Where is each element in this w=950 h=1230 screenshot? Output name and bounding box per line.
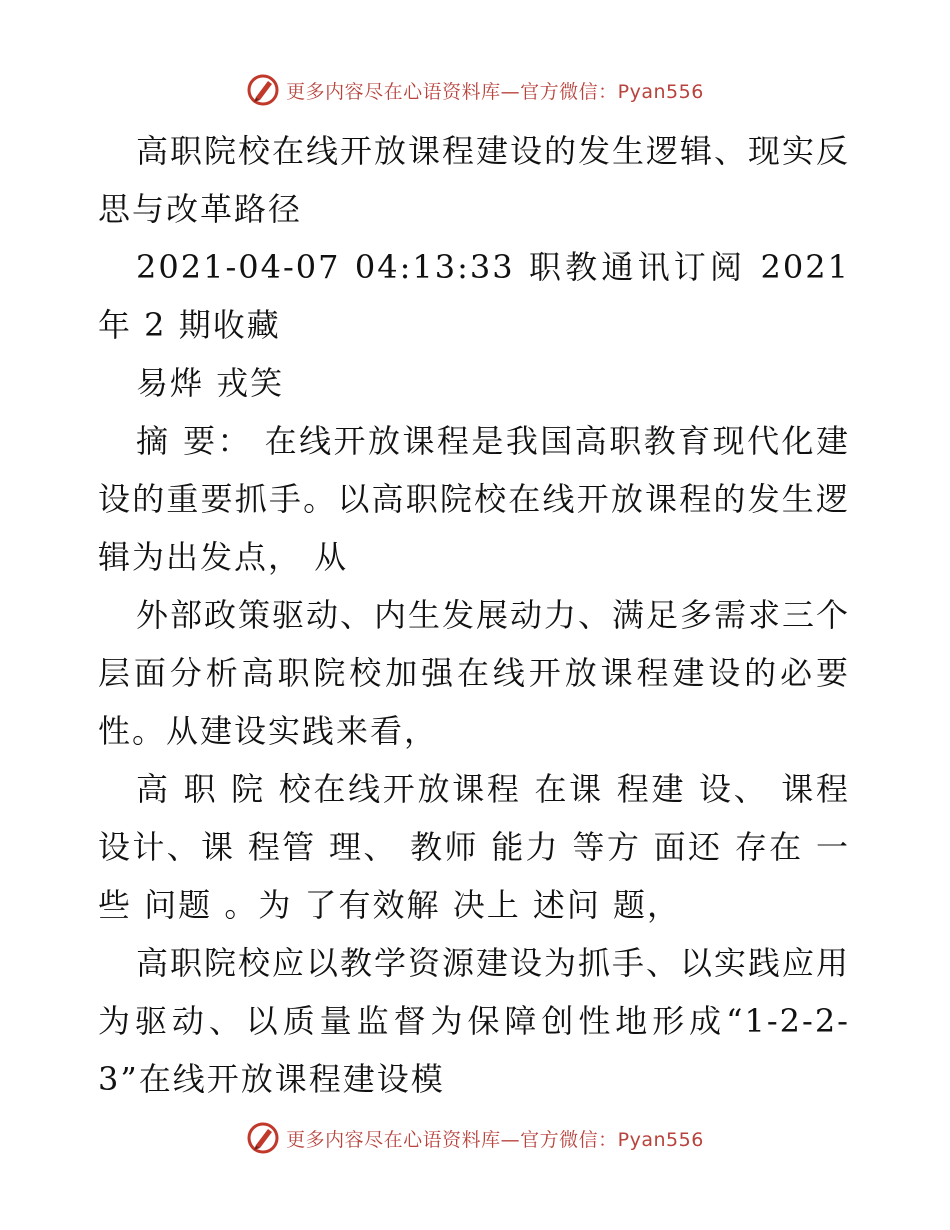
article-title: 高职院校在线开放课程建设的发生逻辑、现实反思与改革路径 (98, 132, 851, 228)
footer-watermark (0, 1118, 950, 1158)
pen-logo-icon (246, 73, 280, 107)
abstract-paragraph-1: 摘 要： 在线开放课程是我国高职教育现代化建设的重要抓手。以高职院校在线开放课程的发生逻辑为出发点， 从 (98, 422, 850, 576)
abstract-paragraph-4: 高职院校应以教学资源建设为抓手、以实践应用为驱动、以质量监督为保障创性地形成“1-2-2-3”在线开放课程建设模 (98, 944, 851, 1098)
abstract-paragraph-3: 高 职 院 校在线开放课程 在课 程建 设、 课程 设计、课 程管 理、 教师 能力 等方 面还 存在 一些 问题 。为 了有效解 决上 述问 题， (98, 770, 850, 924)
article-meta: 2021-04-07 04:13:33 职教通讯订阅 2021 年 2 期收藏 (98, 248, 850, 344)
watermark-text: 更多内容尽在心语资料库—官方微信：Pyan556 (286, 80, 704, 103)
article-authors: 易烨 戎笑 (136, 364, 285, 402)
abstract-paragraph-2: 外部政策驱动、内生发展动力、满足多需求三个层面分析高职院校加强在线开放课程建设的必要性。从建设实践来看， (98, 596, 851, 750)
pen-logo-icon (246, 1121, 280, 1155)
header-watermark (0, 70, 950, 110)
watermark-text: 更多内容尽在心语资料库—官方微信：Pyan556 (286, 1128, 704, 1151)
article-body (98, 122, 850, 1108)
